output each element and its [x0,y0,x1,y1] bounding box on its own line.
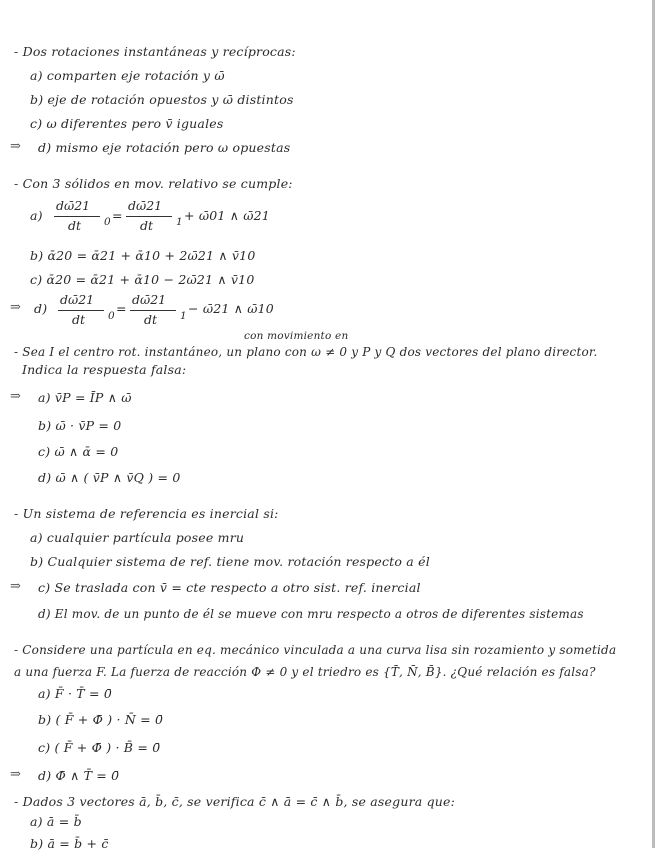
fraction-denominator: dt [140,218,154,233]
question-5-option-a: a) F̄ · T̄ = 0̄ [38,686,113,701]
question-3-option-c: c) ω̄ ∧ ᾱ = 0 [38,444,119,459]
question-5-stem-2: a una fuerza F. La fuerza de reacción Φ ≠ 0 y el triedro es {T̄, N̄, B̄}. ¿Qué relación es falsa? [14,665,596,679]
question-6-option-a: a) ā = b̄ [30,814,82,829]
fraction-numerator: dω̄21 [128,198,163,213]
question-3-option-a: a) v̄P = ĪP ∧ ω̄ [38,390,132,405]
question-3-option-b: b) ω̄ · v̄P = 0 [38,418,122,433]
question-2-option-d-label: d) [34,301,48,316]
question-2-option-d-lhs [54,292,114,332]
fraction-bar [130,310,176,311]
fraction-numerator: dω̄21 [60,292,95,307]
question-6-option-b: b) ā = b̄ + c̄ [30,836,109,851]
question-2-option-a-lhs [50,198,110,238]
question-6-stem: - Dados 3 vectores ā, b̄, c̄, se verifica c̄ ∧ ā = c̄ ∧ b̄, se asegura que: [14,794,456,809]
question-4-option-b: b) Cualquier sistema de ref. tiene mov. rotación respecto a él [30,554,430,569]
question-5-option-c: c) ( F̄ + Φ̄ ) · B̄ = 0̄ [38,740,161,755]
question-1-option-c: c) ω diferentes pero v̄ iguales [30,116,224,131]
frame-subscript: 0 [104,216,111,228]
question-2-option-a-rhs [122,198,186,238]
question-5-stem: - Considere una partícula en eq. mecánico vinculada a una curva lisa sin rozamiento y sometida [14,643,617,657]
question-3-insertion-note: con movimiento en [244,330,349,342]
frame-subscript: 0 [108,310,115,322]
question-3-stem: - Sea I el centro rot. instantáneo, un plano con ω ≠ 0 y P y Q dos vectores del plano director. [14,345,598,359]
question-2-option-d-tail: − ω̄21 ∧ ω̄10 [188,301,274,316]
question-2-option-c: c) ᾱ20 = ᾱ21 + ᾱ10 − 2ω̄21 ∧ v̄10 [30,272,255,287]
question-2-option-d-rhs [126,292,190,332]
fraction-numerator: dω̄21 [132,292,167,307]
fraction-bar [54,216,100,217]
question-4-stem: - Un sistema de referencia es inercial si: [14,506,279,521]
question-4-option-a: a) cualquier partícula posee mru [30,530,245,545]
question-3-stem-2: Indica la respuesta falsa: [22,362,187,377]
equals-sign: = [116,301,127,316]
question-1-option-a: a) comparten eje rotación y ω̄ [30,68,225,83]
fraction-denominator: dt [72,312,86,327]
answer-arrow-icon: ⇒ [10,579,21,594]
question-3-option-d: d) ω̄ ∧ ( v̄P ∧ v̄Q ) = 0 [38,470,181,485]
question-2-option-a-tail: + ω̄01 ∧ ω̄21 [184,208,270,223]
question-2-stem: - Con 3 sólidos en mov. relativo se cumple: [14,176,293,191]
fraction-denominator: dt [68,218,82,233]
question-1-stem: - Dos rotaciones instantáneas y recíprocas: [14,44,296,59]
question-4-option-d: d) El mov. de un punto de él se mueve con mru respecto a otros de diferentes sistemas [38,607,584,621]
question-4-option-c: c) Se traslada con v̄ = cte respecto a otro sist. ref. inercial [38,580,421,595]
fraction-numerator: dω̄21 [56,198,91,213]
answer-arrow-icon: ⇒ [10,300,21,315]
question-5-option-b: b) ( F̄ + Φ̄ ) · N̄ = 0̄ [38,712,164,727]
fraction-bar [126,216,172,217]
fraction-denominator: dt [144,312,158,327]
question-1-option-b: b) eje de rotación opuestos y ω̄ distintos [30,92,294,107]
equals-sign: = [112,208,123,223]
question-1-option-d: d) mismo eje rotación pero ω opuestas [38,140,291,155]
question-2-option-b: b) ᾱ20 = ᾱ21 + ᾱ10 + 2ω̄21 ∧ v̄10 [30,248,256,263]
question-2-option-a-label: a) [30,208,43,223]
frame-subscript: 1 [180,310,187,322]
answer-arrow-icon: ⇒ [10,389,21,404]
fraction-bar [58,310,104,311]
answer-arrow-icon: ⇒ [10,139,21,154]
answer-arrow-icon: ⇒ [10,767,21,782]
frame-subscript: 1 [176,216,183,228]
question-5-option-d: d) Φ̄ ∧ T̄ = 0̄ [38,768,120,783]
